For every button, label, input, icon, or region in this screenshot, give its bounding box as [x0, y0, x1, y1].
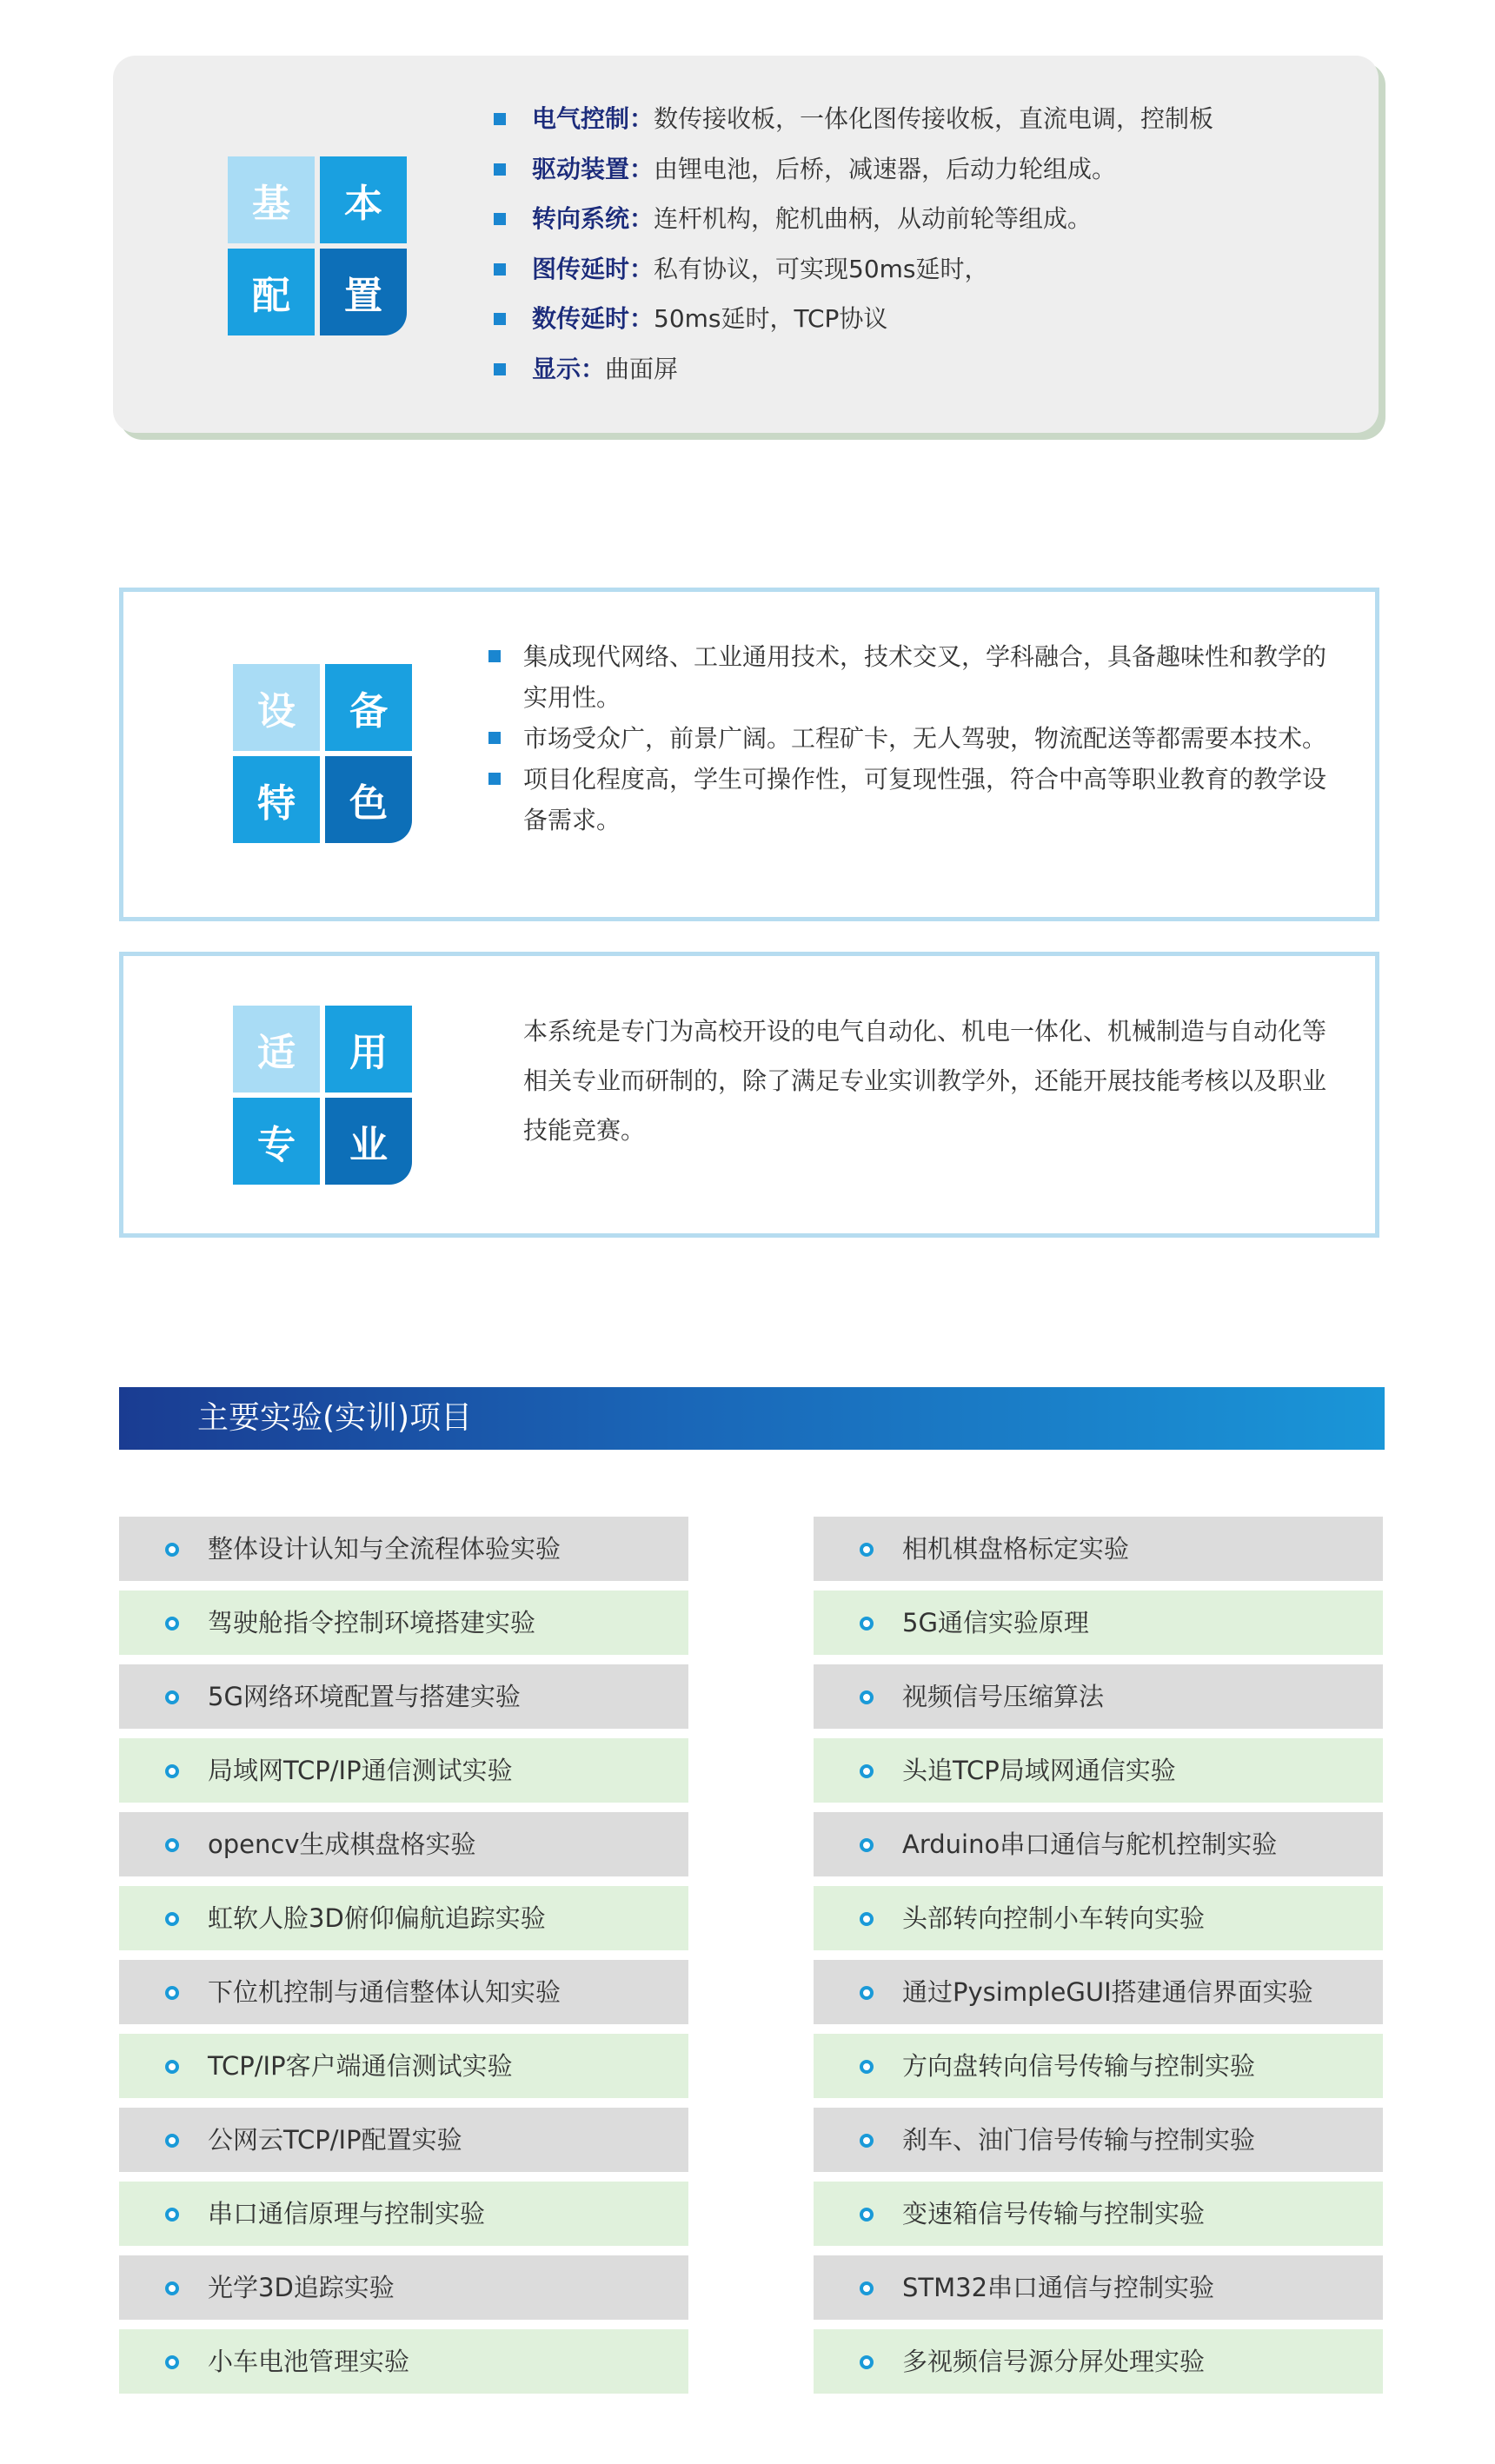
list-item: 集成现代网络、工业通用技术，技术交叉，学科融合，具备趣味性和教学的实用性。	[488, 636, 1340, 718]
experiments-left-column	[119, 1517, 688, 2403]
item-value: 曲面屏	[605, 354, 679, 383]
tile: 本	[320, 156, 407, 243]
item-key: 转向系统	[532, 204, 630, 233]
list-item: 市场受众广，前景广阔。工程矿卡，无人驾驶，物流配送等都需要本技术。	[488, 718, 1340, 759]
tile: 设	[233, 664, 320, 751]
bullet-dot-icon	[860, 2208, 874, 2222]
experiments-banner: 主要实验(实训)项目	[119, 1387, 1385, 1450]
item-value: 50ms延时，TCP协议	[654, 304, 888, 333]
item-label: 5G通信实验原理	[902, 1608, 1089, 1637]
bullet-dot-icon	[860, 1764, 874, 1778]
list-item	[119, 2255, 688, 2320]
list-item	[814, 2108, 1383, 2172]
item-label: 方向盘转向信号传输与控制实验	[902, 2051, 1256, 2081]
item-value: 数传接收板，一体化图传接收板，直流电调，控制板	[654, 104, 1214, 133]
basic-config-tiles	[228, 156, 407, 335]
bullet-dot-icon	[165, 2060, 179, 2074]
bullet-dot-icon	[860, 2281, 874, 2295]
list-item	[119, 2108, 688, 2172]
tile: 色	[325, 756, 412, 843]
item-label: 变速箱信号传输与控制实验	[902, 2199, 1206, 2228]
bullet-dot-icon	[165, 1838, 179, 1852]
bullet-dot-icon	[860, 1912, 874, 1926]
list-item: 项目化程度高，学生可操作性，可复现性强，符合中高等职业教育的教学设备需求。	[488, 759, 1340, 840]
item-label: opencv生成棋盘格实验	[208, 1830, 476, 1859]
bullet-dot-icon	[165, 2134, 179, 2148]
tile: 基	[228, 156, 315, 243]
item-key: 图传延时	[532, 254, 630, 283]
list-item	[814, 1812, 1383, 1876]
list-item	[119, 1960, 688, 2024]
list-item	[814, 2034, 1383, 2098]
item-label: 局域网TCP/IP通信测试实验	[208, 1756, 513, 1785]
list-item	[814, 1960, 1383, 2024]
list-item	[814, 1886, 1383, 1950]
tile: 专	[233, 1098, 320, 1185]
list-item	[494, 199, 1213, 249]
tile: 备	[325, 664, 412, 751]
list-item	[119, 2034, 688, 2098]
tile: 用	[325, 1006, 412, 1093]
item-label: 视频信号压缩算法	[902, 1682, 1105, 1711]
list-item	[494, 299, 1213, 349]
list-item	[814, 2182, 1383, 2246]
list-item	[119, 2329, 688, 2394]
tile: 配	[228, 249, 315, 335]
bullet-dot-icon	[860, 1690, 874, 1704]
item-value: 连杆机构，舵机曲柄，从动前轮等组成。	[654, 204, 1093, 233]
bullet-dot-icon	[165, 1543, 179, 1557]
bullet-dot-icon	[165, 1690, 179, 1704]
item-label: 通过PysimpleGUI搭建通信界面实验	[902, 1977, 1313, 2007]
tile: 特	[233, 756, 320, 843]
bullet-dot-icon	[165, 1617, 179, 1630]
list-item	[119, 1517, 688, 1581]
item-label: 小车电池管理实验	[208, 2347, 410, 2376]
list-item	[119, 1812, 688, 1876]
item-sep: ：	[629, 304, 654, 333]
item-label: 多视频信号源分屏处理实验	[902, 2347, 1206, 2376]
item-label: 下位机控制与通信整体认知实验	[208, 1977, 561, 2007]
item-value: 由锂电池，后桥，减速器，后动力轮组成。	[654, 154, 1117, 183]
list-item	[814, 2255, 1383, 2320]
item-value: 私有协议，可实现50ms延时，	[654, 254, 989, 283]
bullet-dot-icon	[165, 2355, 179, 2369]
bullet-dot-icon	[165, 1764, 179, 1778]
item-label: 整体设计认知与全流程体验实验	[208, 1534, 561, 1564]
item-sep: ：	[629, 154, 654, 183]
item-label: 光学3D追踪实验	[208, 2273, 395, 2302]
list-item	[119, 1886, 688, 1950]
majors-tiles	[233, 1006, 412, 1185]
list-item	[119, 1591, 688, 1655]
list-item	[119, 2182, 688, 2246]
list-item	[494, 349, 1213, 400]
item-key: 驱动装置	[532, 154, 630, 183]
item-key: 显示	[532, 354, 581, 383]
item-label: Arduino串口通信与舵机控制实验	[902, 1830, 1278, 1859]
basic-config-list	[494, 99, 1213, 399]
bullet-dot-icon	[860, 2134, 874, 2148]
item-label: 头部转向控制小车转向实验	[902, 1903, 1206, 1933]
bullet-dot-icon	[860, 2355, 874, 2369]
tile: 业	[325, 1098, 412, 1185]
item-key: 数传延时	[532, 304, 630, 333]
list-item	[494, 99, 1213, 149]
item-sep: ：	[629, 254, 654, 283]
item-label: 头追TCP局域网通信实验	[902, 1756, 1176, 1785]
bullet-dot-icon	[860, 2060, 874, 2074]
list-item	[814, 1664, 1383, 1729]
item-label: STM32串口通信与控制实验	[902, 2273, 1215, 2302]
list-item	[119, 1664, 688, 1729]
item-label: 5G网络环境配置与搭建实验	[208, 1682, 521, 1711]
bullet-dot-icon	[860, 1838, 874, 1852]
bullet-dot-icon	[860, 1543, 874, 1557]
bullet-dot-icon	[165, 1986, 179, 2000]
item-sep: ：	[629, 104, 654, 133]
list-item	[494, 149, 1213, 200]
bullet-dot-icon	[165, 2281, 179, 2295]
item-label: 虹软人脸3D俯仰偏航追踪实验	[208, 1903, 546, 1933]
list-item	[814, 1591, 1383, 1655]
bullet-dot-icon	[860, 1986, 874, 2000]
majors-text: 本系统是专门为高校开设的电气自动化、机电一体化、机械制造与自动化等相关专业而研制的，除了满足专业实训教学外，还能开展技能考核以及职业技能竞赛。	[523, 1017, 1327, 1145]
item-sep: ：	[629, 204, 654, 233]
item-label: TCP/IP客户端通信测试实验	[208, 2051, 513, 2081]
item-label: 串口通信原理与控制实验	[208, 2199, 486, 2228]
list-item	[119, 1738, 688, 1803]
item-label: 刹车、油门信号传输与控制实验	[902, 2125, 1256, 2155]
features-list	[488, 636, 1340, 840]
list-item	[814, 1738, 1383, 1803]
item-label: 驾驶舱指令控制环境搭建实验	[208, 1608, 536, 1637]
item-label: 公网云TCP/IP配置实验	[208, 2125, 462, 2155]
tile: 适	[233, 1006, 320, 1093]
item-key: 电气控制	[532, 104, 630, 133]
item-sep: ：	[581, 354, 606, 383]
item-label: 相机棋盘格标定实验	[902, 1534, 1130, 1564]
features-tiles	[233, 664, 412, 843]
bullet-dot-icon	[165, 1912, 179, 1926]
tile: 置	[320, 249, 407, 335]
experiments-right-column	[814, 1517, 1383, 2403]
bullet-dot-icon	[165, 2208, 179, 2222]
bullet-dot-icon	[860, 1617, 874, 1630]
list-item	[814, 1517, 1383, 1581]
list-item	[494, 249, 1213, 300]
list-item	[814, 2329, 1383, 2394]
